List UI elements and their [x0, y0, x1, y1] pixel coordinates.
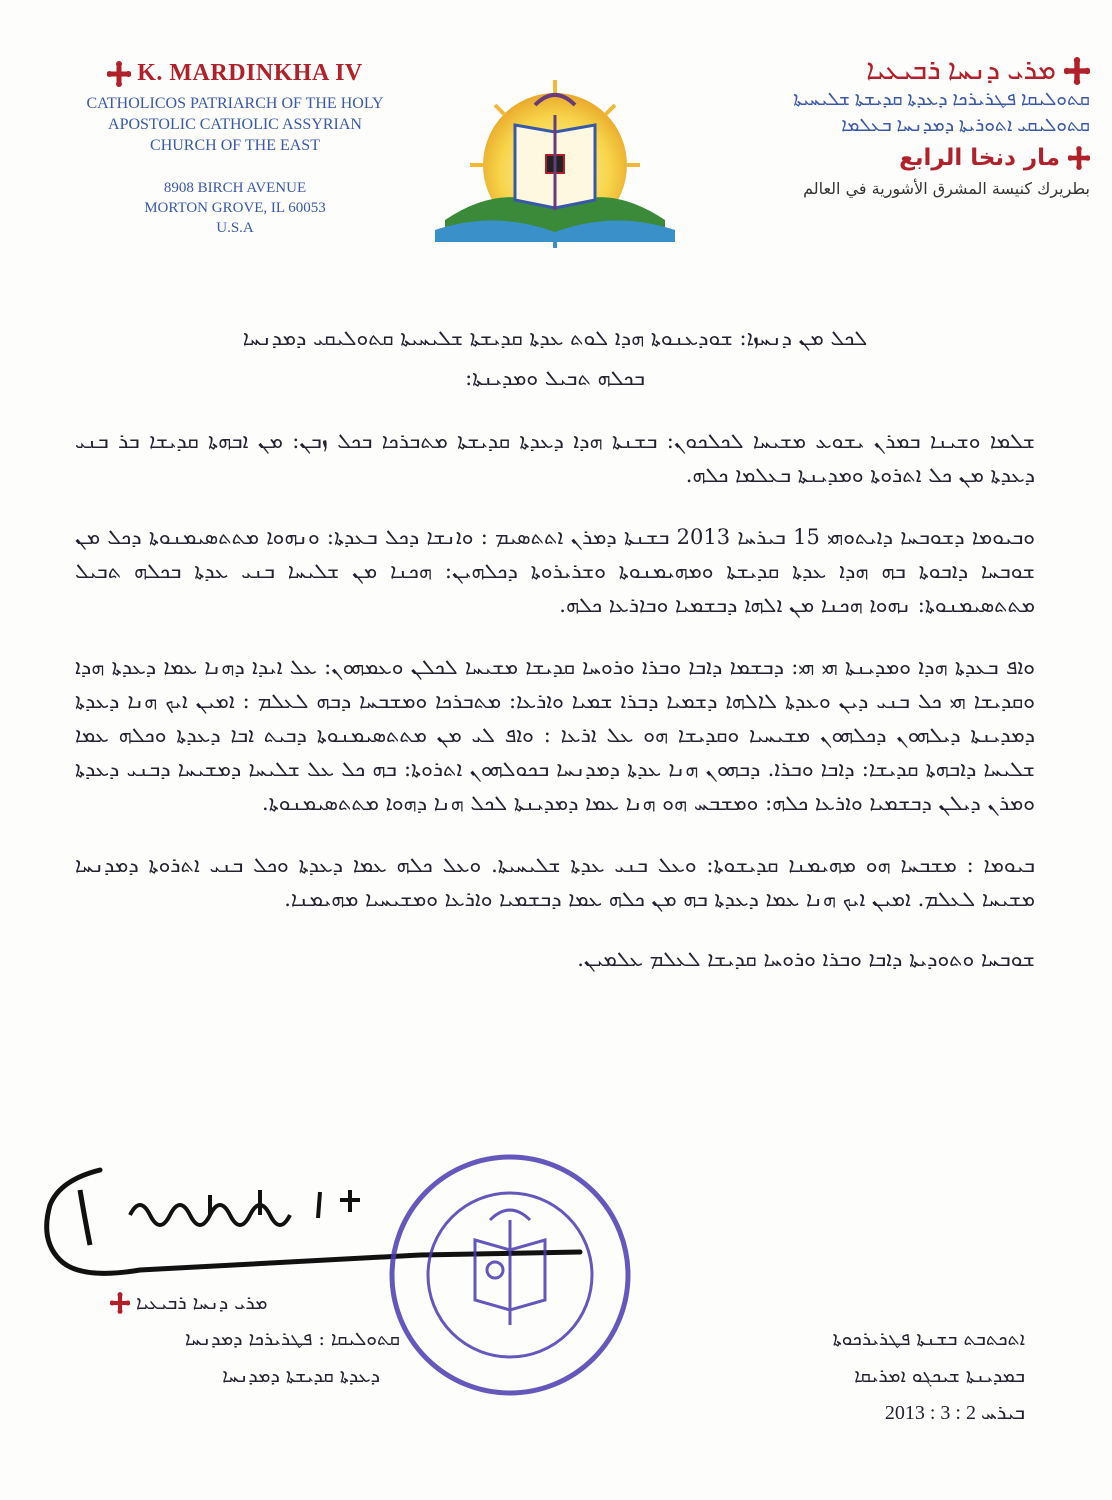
paragraph-5: ܫܘܒܚܐ ܘܬܘܕܝܬܐ ܕܐܒܐ ܘܒܪܐ ܘܪܘܚܐ ܩܕܝܫܐ ܠܥܠܡ ܥܠܡܝܢ. — [577, 947, 1035, 971]
address-line: 8908 BIRCH AVENUE — [163, 180, 307, 196]
cross-icon — [110, 1292, 130, 1314]
letter-body — [75, 318, 1035, 976]
cross-icon — [1064, 57, 1090, 85]
syriac-subtitle-1: ܩܬܘܠܝܩܐ ܦܛܪܝܪܟܐ ܕܥܕܬܐ ܩܕܝܫܬܐ ܫܠܝܚܝܬܐ — [793, 89, 1090, 110]
paragraph-4: ܒܝܘܡܐ : ܡܫܒܚܐ ܗܘ ܡܗܝܡܢܐ ܩܕܝܫܘܬܐ: ܘܥܠ ܒܢܝ ܥܕܬܐ ܫܠܝܚܝܬܐ. ܘܥܠ ܟܠܗ ܥܡܐ ܕܥܕܬܐ ܘܟܠ ܒܢܝ ܐܬܪܘܬܐ ܕܡܕܢܚܐ ܡܫܝܚܐ ܠܥܠܡ. ܐܡܝܢ ܐܝܟ ܗܢܐ ܥܡܐ ܕܥܕܬܐ ܒܗ ܡܢ ܟܠܗ ܥܡܐ ܕܒܫܡܝܐ ܘܐܪܥܐ ܘܡܫܝܚܝܐ ܡܗܝܡܢܐ. — [75, 853, 1035, 911]
patriarch-name-row — [85, 60, 385, 87]
paragraph-3: ܘܐܦ ܒܥܕܬܐ ܗܕܐ ܘܡܕܝܢܬܐ ܗܝ ܗܝ: ܕܒܫܡܐ ܕܐܒܐ ܘܒܪܐ ܘܪܘܚܐ ܩܕܝܫܐ ܡܫܝܚܐ ܠܟܠܢ ܘܥܡܗܘܢ: ܥܠ ܐܝܕܐ ܕܗܢܐ ܥܡܐ ܕܥܕܬܐ ܗܕܐ ܘܩܕܝܫܐ ܗܝ ܟܠ ܒܢܝ ܕܝܢ ܘܥܕܬܐ ܠܐܠܗܐ ܕܫܡܝܐ ܕܒܪܐ ܫܡܝܐ ܘܐܪܥܐ: ܡܬܒܪܟܐ ܘܡܫܒܚܐ ܕܒܗ ܠܥܠܡ : ܐܡܝܢ ܐܝܟ ܗܢܐ ܕܥܕܬܐ ܕܡܕܝܢܬܐ ܕܝܠܗܘܢ ܕܟܠܗܘܢ ܡܫܝܚܝܐ ܘܩܕܝܫܐ ܗܘ ܥܠ ܐܪܥܐ : ܘܐܦ ܠܝ ܡܢ ܡܬܬܣܝܡܢܘܬܐ ܕܒܝܬ ܐܒܐ ܕܥܕܬܐ ܘܟܠܗ ܥܡܐ ܫܠܝܚܐ ܕܐܒܗܬܐ ܩܕܝܫܐ: ܕܐܒܐ ܘܒܪܐ. ܕܒܗܘܢ ܗܢܐ ܥܕܬܐ ܕܡܕܢܚܐ ܒܟܘܠܗܘܢ ܐܬܪܘܬܐ: ܒܗ ܟܠ ܥܠ ܫܠܝܚܐ ܕܡܫܝܚܐ ܕܒܢܝ ܕܥܕܬܐ ܘܡܪܢ ܕܝܠܢ ܕܒܫܡܝܐ ܘܐܪܥܐ ܟܠܗ: ܘܡܫܒܚ ܗܘ ܗܢܐ ܥܡܐ ܕܡܕܝܢܬܐ ܠܟܠ ܗܢܐ ܕܗܘܐ ܡܬܬܣܝܡܢܘܬܐ. — [75, 655, 1035, 815]
signature-title-row — [110, 1292, 380, 1314]
address-block — [85, 178, 385, 238]
signature-title: ܡܪܝ ܕܢܚܐ ܪܒܝܥܝܐ — [136, 1292, 268, 1314]
title-line: CHURCH OF THE EAST — [150, 137, 320, 154]
patriarch-name: K. MARDINKHA IV — [137, 60, 363, 86]
letter-heading-line-2: ܒܟܠܗ ܬܒܝܠ ܘܡܕܝܢܬܐ: — [465, 366, 645, 390]
official-seal-stamp — [385, 1150, 635, 1400]
paragraph-2: ܘܒܝܘܡܐ ܕܫܘܒܚܐ ܕܐܝܬܘܗܝ 15 ܒܝܪܚܐ 2013 ܒܫܢܬܐ ܕܡܪܢ ܐܬܬܣܝܡ : ܘܐܢܫܐ ܕܟܠ ܒܥܕܬܐ: ܘܢܗܘܐ ܡܬܬܣܝܡܢܘܬܐ ܕܟܠ ܡܢ ܫܘܒܚܐ ܕܐܒܘܬܐ ܒܗ ܗܕܐ ܥܕܬܐ ܩܕܝܫܬܐ ܘܡܗܝܡܢܘܬܐ ܘܫܪܝܪܘܬܐ ܕܟܠܗܝܢ: ܗܟܢܐ ܡܢ ܫܠܝܚܐ ܒܢܝ ܥܕܬܐ ܒܟܠܗ ܬܒܝܠ ܡܬܬܣܝܡܢܘܬܐ: ܢܗܘܐ ܗܟܢܐ ܡܢ ܐܠܗܐ ܕܒܫܡܝܐ ܘܒܐܪܥܐ ܟܠܗ. — [75, 525, 1036, 617]
church-emblem-logo — [425, 70, 685, 250]
cross-icon — [107, 61, 131, 87]
title-line: CATHOLICOS PATRIARCH OF THE HOLY — [86, 95, 384, 112]
arabic-subtitle: بطريرك كنيسة المشرق الأشورية في العالم — [803, 179, 1090, 198]
header-left — [85, 60, 385, 238]
arabic-name: مار دنخا الرابع — [899, 145, 1060, 171]
issued-line-2: ܒܡܕܝܢܬܐ ܫܝܟܓܘ ܐܡܪܝܩܐ — [854, 1365, 1025, 1387]
syriac-title-row — [690, 55, 1090, 87]
syriac-title: ܡܪܝ ܕܢܚܐ ܪܒܝܥܝܐ — [866, 55, 1056, 86]
cross-icon — [1068, 146, 1090, 170]
issue-date: 2013 : 3 : 2 ܒܝܪܚ — [884, 1402, 1025, 1424]
header-right — [690, 55, 1090, 198]
title-line: APOSTOLIC CATHOLIC ASSYRIAN — [108, 116, 362, 133]
address-line: U.S.A — [216, 220, 254, 236]
paragraph-1: ܫܠܡܐ ܘܫܝܢܐ ܒܡܪܢ ܝܫܘܥ ܡܫܝܚܐ ܠܟܠܟܘܢ: ܒܫܢܬܐ ܗܕܐ ܕܥܕܬܐ ܩܕܝܫܬܐ ܡܬܒܪܟܐ ܒܟܠ ܙܒܢ: ܡܢ ܐܒܗܬܐ ܩܕܝܫܐ ܒܪ ܒܢܝ ܕܥܕܬܐ ܡܢ ܟܠ ܐܬܪܘܬܐ ܘܡܕܝܢܬܐ ܒܥܠܡܐ ܟܠܗ. — [75, 429, 1035, 487]
signature-church: ܕܥܕܬܐ ܩܕܝܫܬܐ ܕܡܕܢܚܐ — [222, 1365, 380, 1387]
signature-role: ܩܬܘܠܝܩܐ : ܦܛܪܝܪܟܐ ܕܡܕܢܚܐ — [184, 1328, 400, 1350]
arabic-name-row — [690, 145, 1090, 171]
open-book — [515, 115, 595, 210]
address-line: MORTON GROVE, IL 60053 — [144, 200, 326, 216]
patriarch-title — [85, 93, 385, 156]
syriac-subtitle-2: ܩܬܘܠܝܩܝ ܐܬܘܪܝܬܐ ܕܡܕܢܚܐ ܒܥܠܡܐ — [841, 115, 1090, 136]
letter-heading-line-1: ܠܟܠ ܡܢ ܕܢܚܙܐ: ܫܘܕܥܢܘܬܐ ܗܕܐ ܠܘܬ ܥܕܬܐ ܩܕܝܫܬܐ ܫܠܝܚܝܬܐ ܩܬܘܠܝܩܝ ܕܡܕܢܚܐ — [242, 326, 868, 350]
issued-line-1: ܐܬܟܬܒܬ ܒܫܢܬܐ ܦܛܪܝܪܟܘܬܐ — [832, 1328, 1025, 1350]
